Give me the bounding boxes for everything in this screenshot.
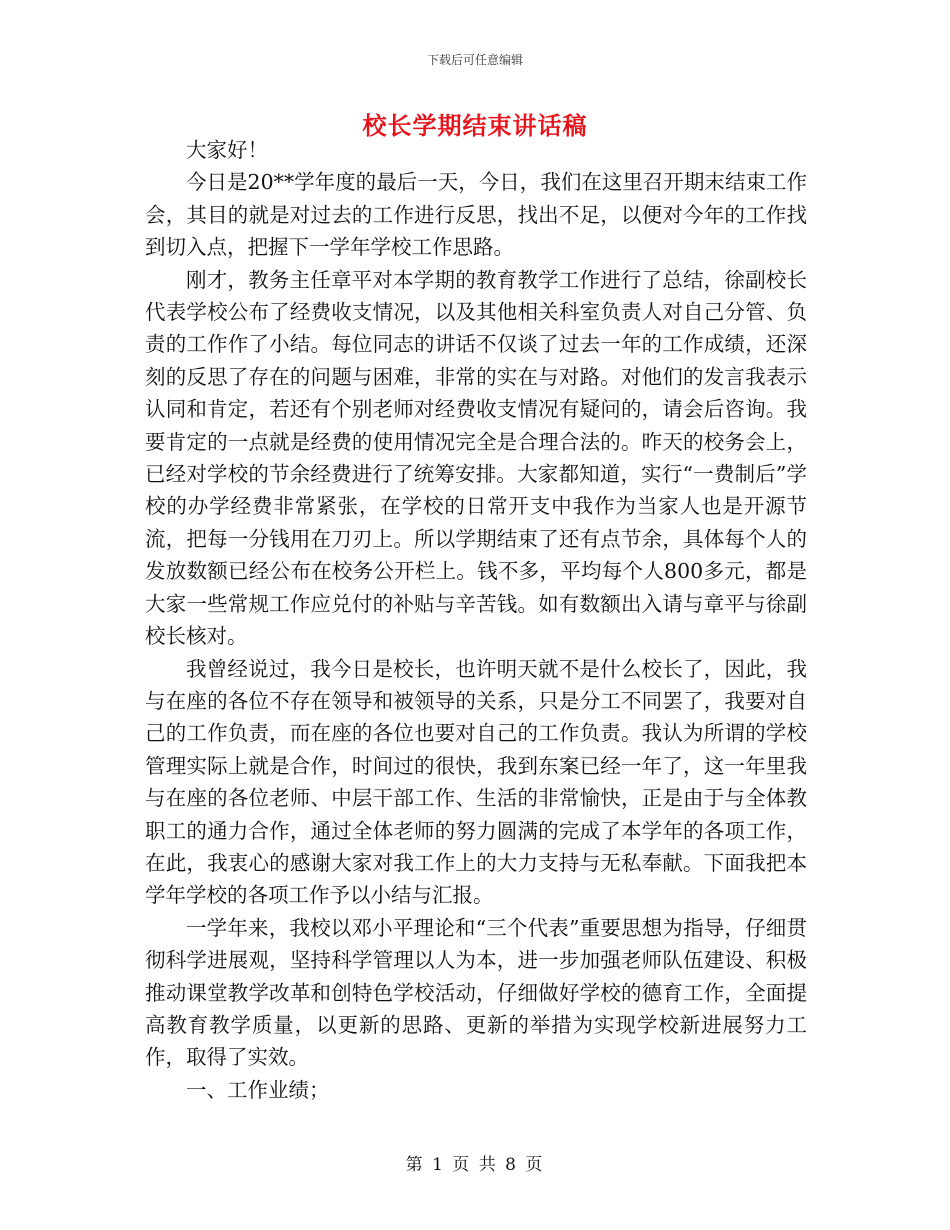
document-title: 校长学期结束讲话稿: [362, 111, 588, 140]
body-paragraph: 一学年来，我校以邓小平理论和“三个代表”重要思想为指导，仔细贯彻科学进展观，坚持科学管理以人为本，进一步加强老师队伍建设、积极推动课堂教学改革和创特色学校活动，仔细做好学校的德育工作，全面提高教育教学质量，以更新的思路、更新的举措为实现学校新进展努力工作，取得了实效。: [145, 915, 807, 1070]
page-header: 下载后可任意编辑: [426, 53, 523, 67]
body-paragraph: 我曾经说过，我今日是校长，也许明天就不是什么校长了，因此，我与在座的各位不存在领导和被领导的关系，只是分工不同罢了，我要对自己的工作负责，而在座的各位也要对自己的工作负责。我认为所谓的学校管理实际上就是合作，时间过的很快，我到东案已经一年了，这一年里我与在座的各位老师、中层干部工作、生活的非常愉快，正是由于与全体教职工的通力合作，通过全体老师的努力圆满的完成了本学年的各项工作，在此，我衷心的感谢大家对我工作上的大力支持与无私奉献。下面我把本学年学校的各项工作予以小结与汇报。: [145, 656, 807, 908]
body-paragraph: 刚才，教务主任章平对本学期的教育教学工作进行了总结，徐副校长代表学校公布了经费收支情况，以及其他相关科室负责人对自己分管、负责的工作作了小结。每位同志的讲话不仅谈了过去一年的工作成绩，还深刻的反思了存在的问题与困难，非常的实在与对路。对他们的发言我表示认同和肯定，若还有个别老师对经费收支情况有疑问的，请会后咨询。我要肯定的一点就是经费的使用情况完全是合理合法的。昨天的校务会上，已经对学校的节余经费进行了统筹安排。大家都知道，实行“一费制后”学校的办学经费非常紧张，在学校的日常开支中我作为当家人也是开源节流，把每一分钱用在刀刃上。所以学期结束了还有点节余，具体每个人的发放数额已经公布在校务公开栏上。钱不多，平均每个人800多元，都是大家一些常规工作应兑付的补贴与辛苦钱。如有数额出入请与章平与徐副校长核对。: [145, 267, 807, 649]
page-number-footer: 第 1 页 共 8 页: [405, 1155, 545, 1175]
body-paragraph: 今日是20**学年度的最后一天，今日，我们在这里召开期末结束工作会，其目的就是对过去的工作进行反思，找出不足，以便对今年的工作找到切入点，把握下一学年学校工作思路。: [145, 170, 807, 260]
greeting-paragraph: 大家好！: [186, 138, 268, 162]
document-body: [145, 134, 807, 1106]
section-heading: 一、工作业绩；: [186, 1077, 330, 1102]
